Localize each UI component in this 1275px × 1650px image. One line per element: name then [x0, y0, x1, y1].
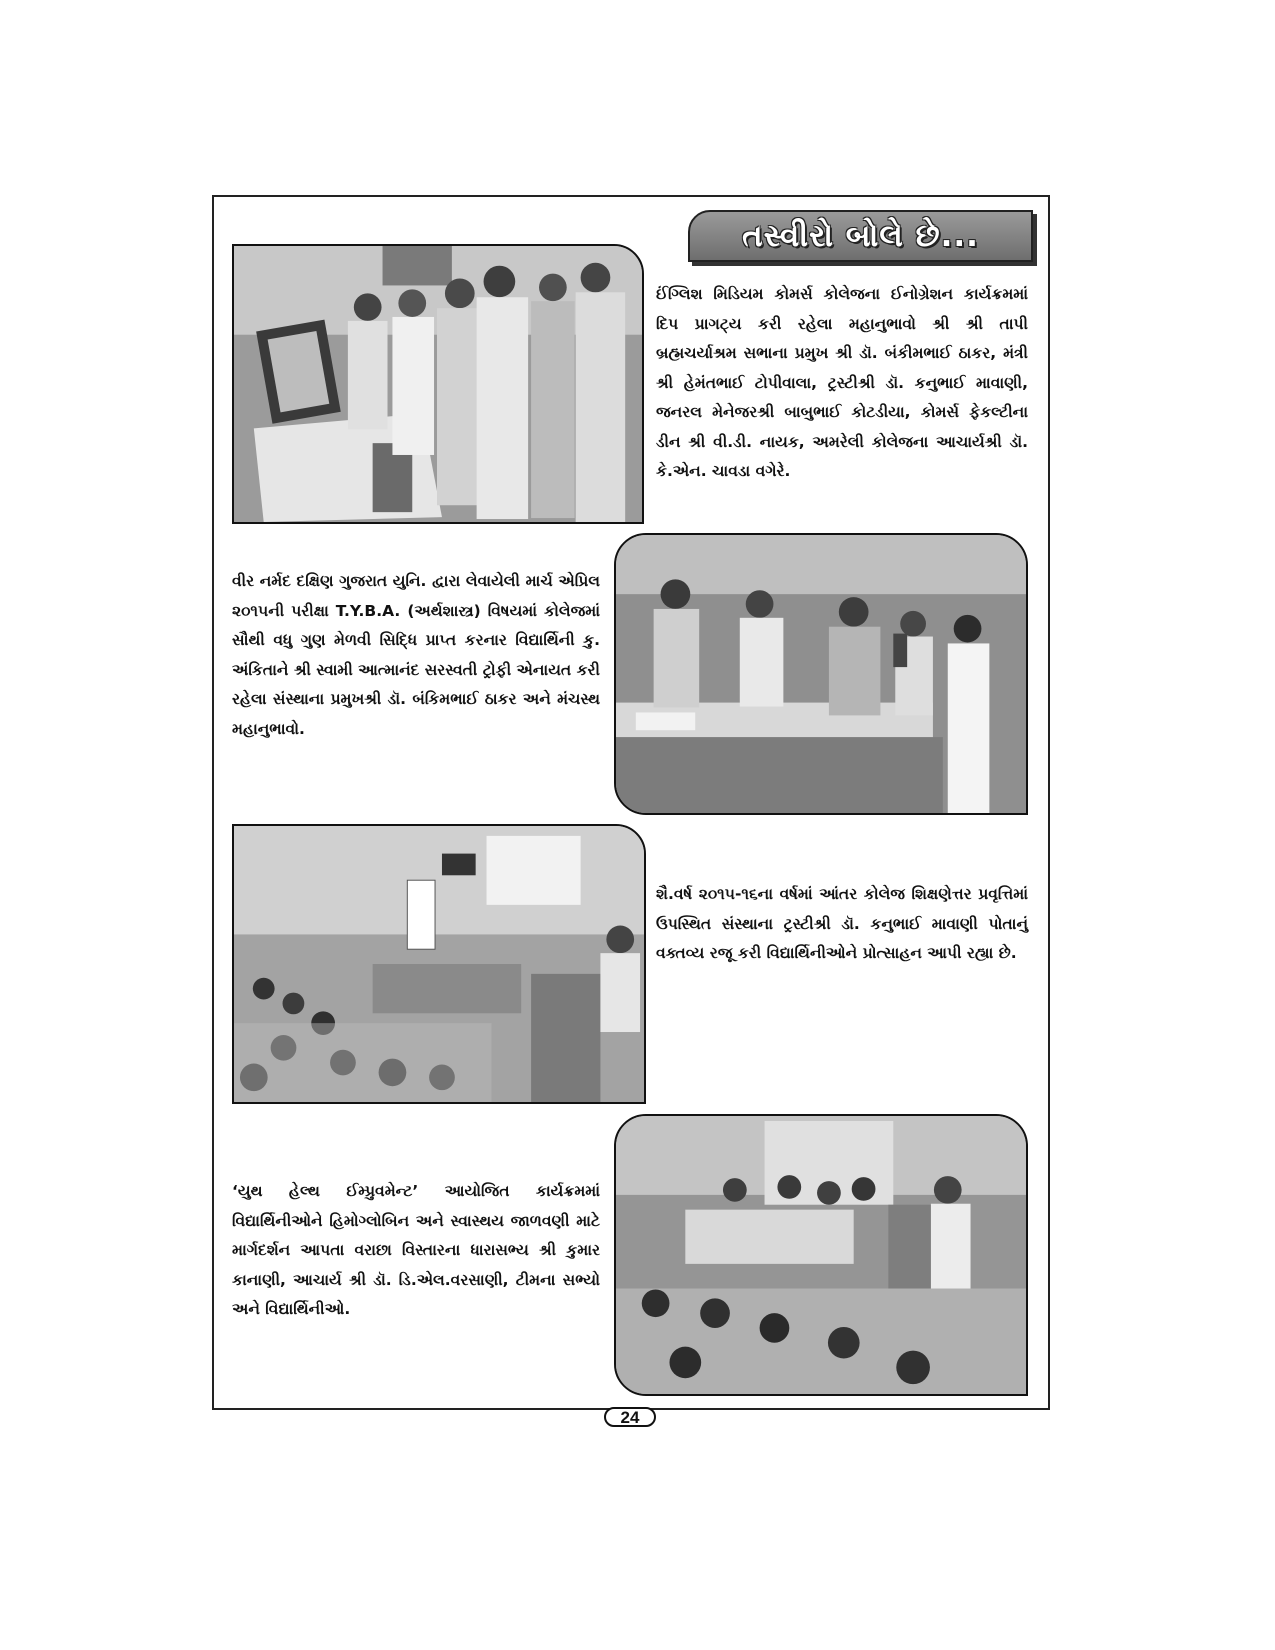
youth-health-event-photo: [614, 1114, 1028, 1396]
title-banner: [688, 210, 1033, 262]
lamp-lighting-photo: [232, 244, 644, 524]
trophy-award-photo: [614, 533, 1028, 815]
speech-seminar-photo: [232, 824, 646, 1104]
page-title: તસ્વીરો બોલે છે...: [742, 217, 979, 254]
caption-youth-health: ‘યુથ હેલ્થ ઈમ્પ્રુવમેન્ટ’ આયોજિત કાર્યક્રમમાં વિદ્યાર્થિનીઓને હિમોગ્લોબિન અને સ્વાસ્થય જાળવણી માટે માર્ગદર્શન આપતા વરાછા વિસ્તારના ધારાસભ્ય શ્રી કુમાર કાનાણી, આચાર્ય શ્રી ડૉ. ડિ.એલ.વરસાણી, ટીમના સભ્યો અને વિદ્યાર્થિનીઓ.: [232, 1182, 600, 1318]
page-number: 24: [604, 1407, 656, 1427]
caption-lamp-lighting: ઈંગ્લિશ મિડિયમ કોમર્સ કોલેજના ઈનોગ્રેશન કાર્યક્રમમાં દિપ પ્રાગટ્ય કરી રહેલા મહાનુભાવો શ્રી શ્રી તાપી બ્રહ્મચર્યાશ્રમ સભાના પ્રમુખ શ્રી ડૉ. બંકીમભાઈ ઠાકર, મંત્રી શ્રી હેમંતભાઈ ટોપીવાલા, ટ્રસ્ટીશ્રી ડૉ. કનુભાઈ માવાણી, જનરલ મેનેજરશ્રી બાબુભાઈ કોટડીયા, કોમર્સ ફેકલ્ટીના ડીન શ્રી વી.ડી. નાયક, અમરેલી કોલેજના આચાર્યશ્રી ડૉ. કે.એન. ચાવડા વગેરે.: [656, 285, 1028, 480]
caption-trophy-award: વીર નર્મદ દક્ષિણ ગુજરાત યુનિ. દ્વારા લેવાયેલી માર્ચ એપ્રિલ ૨૦૧૫ની પરીક્ષા T.Y.B.A. (અર્થશાસ્ત્ર) વિષયમાં કોલેજમાં સૌથી વધુ ગુણ મેળવી સિદ્ધિ પ્રાપ્ત કરનાર વિદ્યાર્થિની કુ. અંકિતાને શ્રી સ્વામી આત્માનંદ સરસ્વતી ટ્રોફી એનાયત કરી રહેલા સંસ્થાના પ્રમુખશ્રી ડૉ. બંકિમભાઈ ઠાકર અને મંચસ્થ મહાનુભાવો.: [232, 572, 600, 738]
caption-speech-seminar: શૈ.વર્ષ ૨૦૧૫-૧૬ના વર્ષમાં આંતર કોલેજ શિક્ષણેત્તર પ્રવૃત્તિમાં ઉપસ્થિત સંસ્થાના ટ્રસ્ટીશ્રી ડૉ. કનુભાઈ માવાણી પોતાનું વક્તવ્ય રજૂ કરી વિદ્યાર્થિનીઓને પ્રોત્સાહન આપી રહ્યા છે.: [656, 885, 1028, 962]
